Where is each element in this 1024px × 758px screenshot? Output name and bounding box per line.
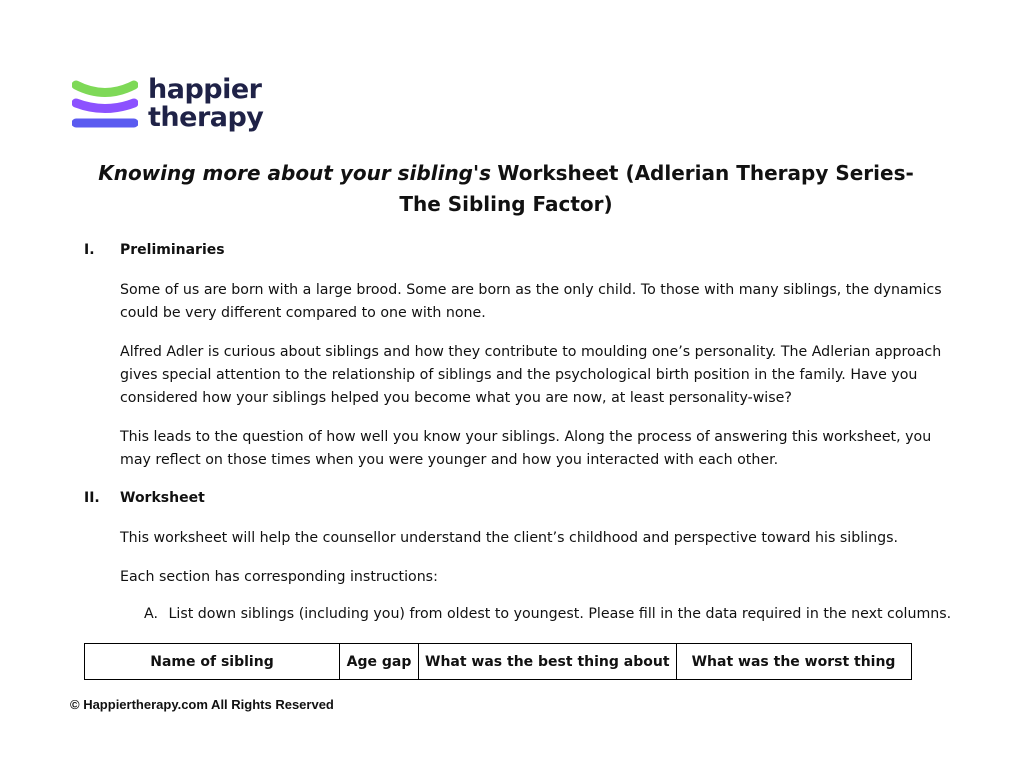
list-item bbox=[144, 606, 951, 622]
section-title: Preliminaries bbox=[120, 242, 225, 258]
logo-line2: therapy bbox=[148, 102, 264, 133]
section-number: I. bbox=[84, 242, 95, 258]
logo-wordmark bbox=[148, 76, 263, 132]
column-header-name: Name of sibling bbox=[85, 644, 340, 680]
footer-copyright: © Happiertherapy.com All Rights Reserved bbox=[70, 697, 334, 712]
section-number: II. bbox=[84, 490, 100, 506]
paragraph: This leads to the question of how well you know your siblings. Along the process of answering this worksheet, you may reflect on those times when you were younger and how you interacted with each other. bbox=[120, 429, 932, 468]
logo-waves-icon bbox=[72, 78, 138, 134]
table-header-row bbox=[85, 644, 912, 680]
happier-therapy-logo bbox=[72, 74, 272, 134]
paragraph: Some of us are born with a large brood. Some are born as the only child. To those with many siblings, the dynamics could be very different compared to one with none. bbox=[120, 282, 942, 321]
title-italic: Knowing more about your sibling's bbox=[98, 161, 492, 185]
list-item-text: List down siblings (including you) from oldest to youngest. Please fill in the data required in the next columns. bbox=[168, 606, 952, 622]
column-header-age-gap: Age gap bbox=[340, 644, 419, 680]
title-normal: Worksheet (Adlerian Therapy Series- The Sibling Factor) bbox=[399, 161, 914, 216]
paragraph: This worksheet will help the counsellor understand the client’s childhood and perspective toward his siblings. bbox=[120, 530, 899, 546]
logo-line1: happier bbox=[148, 74, 262, 105]
column-header-worst-thing: What was the worst thing bbox=[676, 644, 911, 680]
list-marker: A. bbox=[144, 606, 158, 622]
page-title bbox=[80, 158, 932, 220]
paragraph: Alfred Adler is curious about siblings and how they contribute to moulding one’s personality. The Adlerian approach gives special attention to the relationship of siblings and the psychological birth position in the family. Have you considered how your siblings helped you become what you are now, at least personality-wise? bbox=[120, 344, 942, 406]
column-header-best-thing: What was the best thing about bbox=[419, 644, 677, 680]
paragraph: Each section has corresponding instructions: bbox=[120, 569, 438, 585]
siblings-table bbox=[84, 643, 912, 680]
section-title: Worksheet bbox=[120, 490, 205, 506]
